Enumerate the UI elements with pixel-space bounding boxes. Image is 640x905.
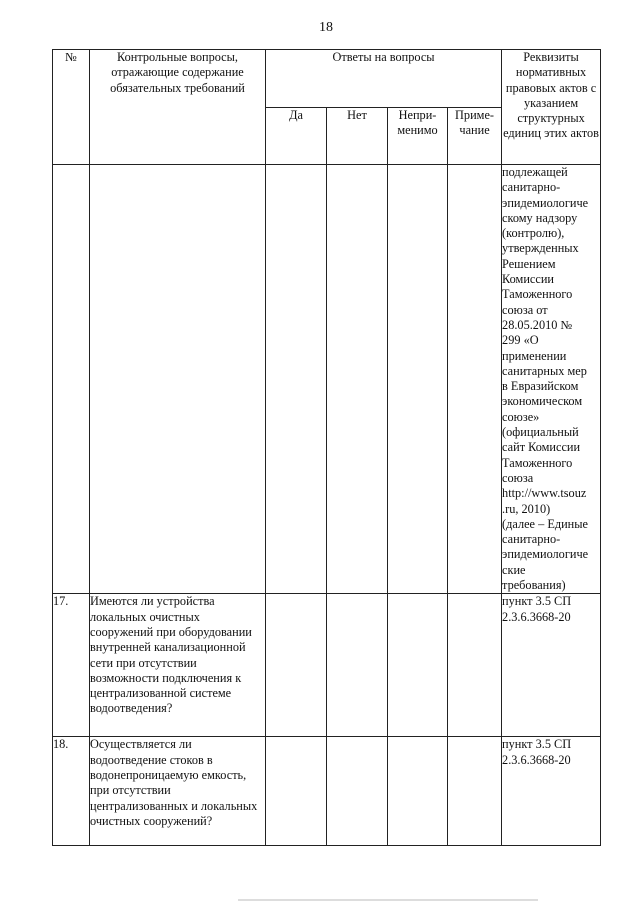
header-answer-na: Непри- менимо (388, 108, 448, 165)
cell-no (327, 737, 388, 846)
cell-yes (266, 737, 327, 846)
requisites-line: союзе» (502, 409, 540, 424)
cell-na (388, 594, 448, 737)
header-answer-yes: Да (266, 108, 327, 165)
requisites-line: союза от (502, 302, 548, 317)
cell-number (53, 165, 90, 594)
cell-note (448, 594, 502, 737)
cell-question: Имеются ли устройства локальных очистных сооружений при оборудовании внутренней канализационной сети при отсутствии возможности подключения к централизованной системе водоотведения? (90, 594, 266, 737)
requisites-line: санитарно- (502, 180, 561, 195)
cell-number: 17. (53, 594, 90, 737)
header-answers: Ответы на вопросы (266, 50, 502, 108)
checklist-table (52, 49, 601, 846)
header-answer-note: Приме- чание (448, 108, 502, 165)
requisites-line: эпидемиологиче (502, 195, 589, 210)
requisites-line: санитарных мер (502, 363, 587, 378)
requisites-line: .ru, 2010) (502, 501, 551, 516)
cell-na (388, 165, 448, 594)
requisites-line: сайт Комиссии (502, 440, 581, 455)
requisites-line: союза (502, 470, 534, 485)
cell-question: Осуществляется ли водоотведение стоков в водонепроницаемую емкость, при отсутствии централизованных и локальных очистных сооружений? (90, 737, 266, 846)
table-row (53, 165, 601, 594)
table-row (53, 737, 601, 846)
cell-yes (266, 594, 327, 737)
header-requisites: Реквизиты нормативных правовых актов с указанием структурных единиц этих актов (502, 50, 601, 165)
requisites-line: 28.05.2010 № (502, 317, 573, 332)
requisites-line: требования) (502, 578, 566, 593)
requisites-line: Решением (502, 256, 556, 271)
cell-question (90, 165, 266, 594)
requisites-line: ские (502, 562, 526, 577)
requisites-line: (официальный (502, 425, 579, 440)
requisites-line: (далее – Единые (502, 516, 588, 531)
requisites-line: Комиссии (502, 272, 554, 287)
requisites-line: в Евразийском (502, 379, 579, 394)
requisites-line: утвержденных (502, 241, 579, 256)
requisites-line: экономическом (502, 394, 583, 409)
scan-edge (238, 899, 538, 901)
header-number: № (53, 50, 90, 165)
requisites-line: 299 «О (502, 333, 539, 348)
requisites-line: подлежащей (502, 165, 568, 179)
cell-no (327, 594, 388, 737)
cell-requisites (502, 165, 601, 594)
cell-yes (266, 165, 327, 594)
requisites-line: (контролю), (502, 226, 565, 241)
cell-no (327, 165, 388, 594)
cell-requisites: пункт 3.5 СП 2.3.6.3668-20 (502, 737, 601, 846)
page-number: 18 (319, 20, 333, 35)
requisites-line: эпидемиологиче (502, 547, 589, 562)
cell-na (388, 737, 448, 846)
requisites-line: Таможенного (502, 287, 573, 302)
cell-requisites: пункт 3.5 СП 2.3.6.3668-20 (502, 594, 601, 737)
requisites-line: http://www.tsouz (502, 486, 587, 501)
requisites-line: применении (502, 348, 567, 363)
cell-note (448, 165, 502, 594)
cell-note (448, 737, 502, 846)
header-answer-no: Нет (327, 108, 388, 165)
requisites-line: санитарно- (502, 532, 561, 547)
table-row (53, 594, 601, 737)
cell-number: 18. (53, 737, 90, 846)
header-questions: Контрольные вопросы, отражающие содержание обязательных требований (90, 50, 266, 165)
requisites-line: скому надзору (502, 210, 578, 225)
requisites-line: Таможенного (502, 455, 573, 470)
